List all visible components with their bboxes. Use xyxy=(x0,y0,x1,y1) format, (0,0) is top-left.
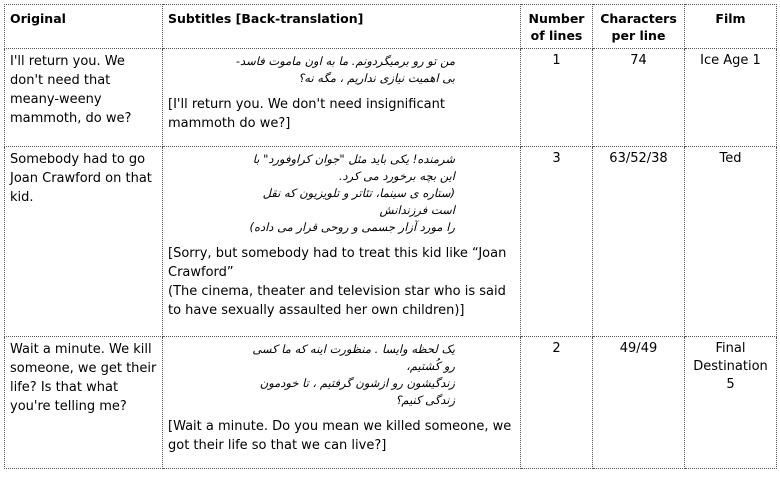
header-film: Film xyxy=(685,5,777,49)
original-text: Wait a minute. We kill someone, we get their life? Is that what you're telling me? xyxy=(5,337,163,469)
persian-line: است فرزندانش xyxy=(379,203,455,217)
original-text: Somebody had to go Joan Crawford on that kid. xyxy=(5,147,163,337)
subtitle-cell xyxy=(163,147,521,337)
header-subtitles: Subtitles [Back-translation] xyxy=(163,5,521,49)
back-translation: [Wait a minute. Do you mean we killed someone, we got their life so that we can live?] xyxy=(168,419,512,453)
original-text: I'll return you. We don't need that meany-weeny mammoth, do we? xyxy=(5,49,163,147)
characters-per-line: 63/52/38 xyxy=(593,147,685,337)
number-of-lines: 3 xyxy=(521,147,593,337)
persian-line: رو کُشتیم، xyxy=(406,359,455,373)
persian-line: من تو رو برمیگردونم. ما به اون ماموت فاسد- xyxy=(235,54,455,68)
persian-subtitle xyxy=(168,151,515,236)
film-title: Final Destination 5 xyxy=(685,337,777,469)
persian-line: را مورد آزار جسمی و روحی قرار می داده) xyxy=(249,220,455,234)
back-translation-line: (The cinema, theater and television star who is said to have sexually assaulted her own children)] xyxy=(168,284,506,318)
characters-per-line: 74 xyxy=(593,49,685,147)
persian-subtitle xyxy=(168,53,515,87)
persian-line: بی اهمیت نیازی نداریم ، مگه نه؟ xyxy=(298,71,455,85)
film-title: Ted xyxy=(685,147,777,337)
header-number-of-lines: Number of lines xyxy=(521,5,593,49)
subtitle-cell xyxy=(163,49,521,147)
persian-subtitle xyxy=(168,341,515,409)
header-characters-per-line: Characters per line xyxy=(593,5,685,49)
back-translation-line: [Sorry, but somebody had to treat this kid like “Joan Crawford” xyxy=(168,246,507,280)
characters-per-line: 49/49 xyxy=(593,337,685,469)
subtitle-cell xyxy=(163,337,521,469)
table-row xyxy=(5,49,777,147)
persian-line: شرمنده! یکی باید مثل "جوان کراوفورد" با xyxy=(252,152,455,166)
persian-line: (ستاره ی سینما، تئاتر و تلویزیون که نقل xyxy=(262,186,455,200)
film-title: Ice Age 1 xyxy=(685,49,777,147)
subtitles-table xyxy=(4,4,777,469)
persian-line: یک لحظه وایسا . منظورت اینه که ما کسی xyxy=(252,342,455,356)
header-row xyxy=(5,5,777,49)
number-of-lines: 1 xyxy=(521,49,593,147)
persian-line: زندگی کنیم؟ xyxy=(395,393,455,407)
back-translation xyxy=(168,244,515,320)
table-row xyxy=(5,337,777,469)
header-original: Original xyxy=(5,5,163,49)
table-row xyxy=(5,147,777,337)
persian-line: زندگیشون رو ازشون گرفتیم ، تا خودمون xyxy=(259,376,455,390)
persian-line: این بچه برخورد می کرد. xyxy=(338,169,455,183)
back-translation: [I'll return you. We don't need insignificant mammoth do we?] xyxy=(168,97,445,131)
number-of-lines: 2 xyxy=(521,337,593,469)
